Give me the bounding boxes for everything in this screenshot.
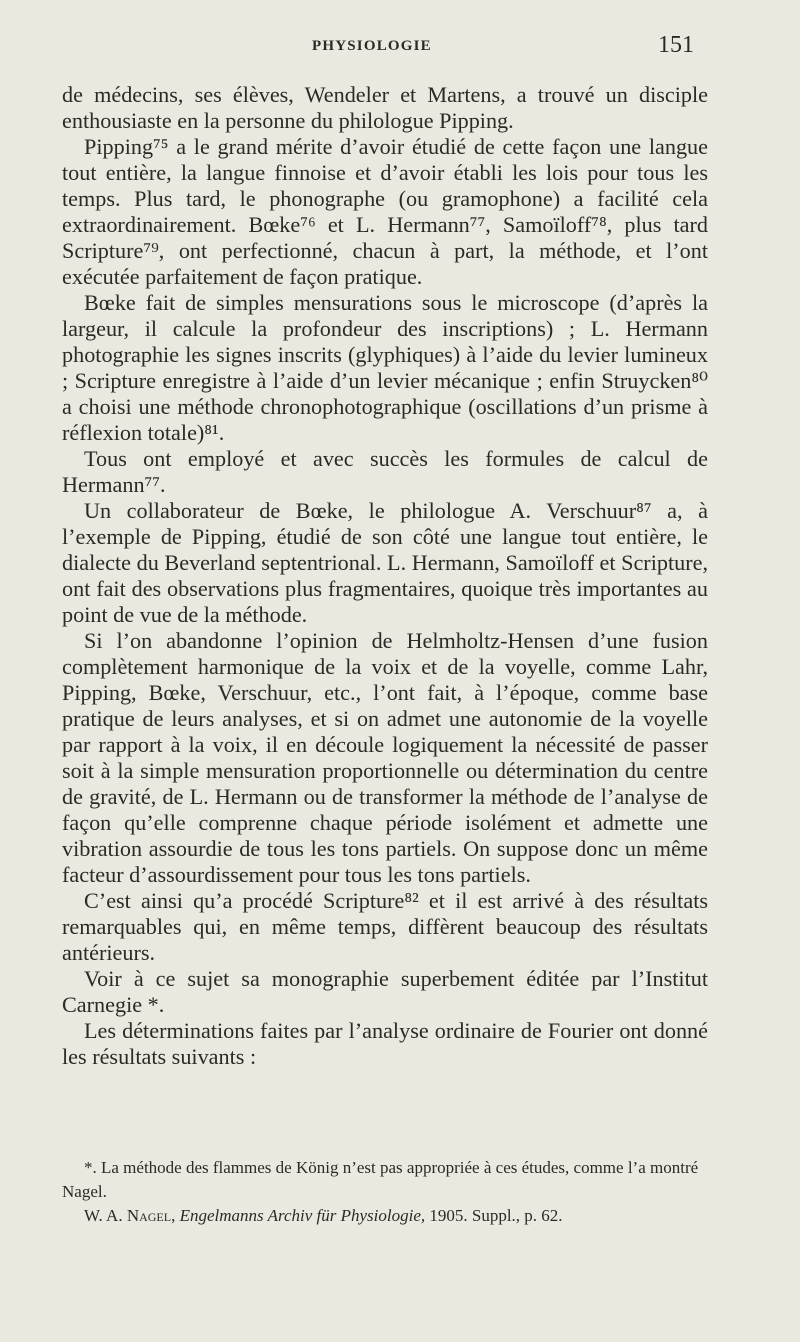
footnote-author: W. A. Nagel, xyxy=(84,1206,176,1225)
paragraph-9: Les déterminations faites par l’analyse ordinaire de Fourier ont donné les résultats suivants : xyxy=(62,1018,708,1069)
paragraph-5: Un collaborateur de Bœke, le philologue A. Verschuur⁸⁷ a, à l’exemple de Pipping, étudié de son côté une langue tout entière, le dialecte du Beverland septentrional. L. Hermann, Samoïloff et Scripture, ont fait des observations plus fragmentaires, quoique très importantes au point de vue de la méthode. xyxy=(62,498,708,627)
paragraph-4: Tous ont employé et avec succès les formules de calcul de Hermann⁷⁷. xyxy=(62,446,708,497)
body-text xyxy=(62,82,708,1070)
running-head xyxy=(0,32,800,62)
footnotes xyxy=(62,1156,712,1228)
paragraph-6: Si l’on abandonne l’opinion de Helmholtz-Hensen d’une fusion complètement harmonique de la voix et de la voyelle, comme Lahr, Pipping, Bœke, Verschuur, etc., l’ont fait, à l’époque, comme base pratique de leurs analyses, et si on admet une autonomie de la voyelle par rapport à la voix, il en découle logiquement la nécessité de passer soit à la simple mensuration proportionnelle ou détermination du centre de gravité, de L. Hermann ou de transformer la méthode de l’analyse de façon qu’elle comprenne chaque période isolément et admette une vibration assourdie de tous les tons partiels. On suppose donc un même facteur d’assourdissement pour tous les tons partiels. xyxy=(62,628,708,887)
footnote-reference: 1905. Suppl., p. 62. xyxy=(429,1206,563,1225)
paragraph-3: Bœke fait de simples mensurations sous le microscope (d’après la largeur, il calcule la profondeur des inscriptions) ; L. Hermann photographie les signes inscrits (glyphiques) à l’aide du levier lumineux ; Scripture enregistre à l’aide d’un levier mécanique ; enfin Struycken⁸⁰ a choisi une méthode chronophotographique (oscillations d’un prisme à réflexion totale)⁸¹. xyxy=(62,290,708,445)
footnote-journal: Engelmanns Archiv für Physiologie, xyxy=(179,1206,426,1225)
paragraph-2: Pipping⁷⁵ a le grand mérite d’avoir étudié de cette façon une langue tout entière, la langue finnoise et d’avoir établi les lois pour tous les temps. Plus tard, le phonographe (ou gramophone) a facilité cela extraordinairement. Bœke⁷⁶ et L. Hermann⁷⁷, Samoïloff⁷⁸, plus tard Scripture⁷⁹, ont perfectionné, chacun à part, la méthode, et l’ont exécutée parfaitement de façon pratique. xyxy=(62,134,708,289)
paragraph-1: de médecins, ses élèves, Wendeler et Martens, a trouvé un disciple enthousiaste en la personne du philologue Pipping. xyxy=(62,82,708,133)
footnote-1: *. La méthode des flammes de König n’est pas appropriée à ces études, comme l’a montré Nagel. xyxy=(62,1158,699,1201)
page-number: 151 xyxy=(658,32,694,58)
paragraph-7: C’est ainsi qu’a procédé Scripture⁸² et il est arrivé à des résultats remarquables qui, en même temps, diffèrent beaucoup des résultats antérieurs. xyxy=(62,888,708,965)
footnote-2 xyxy=(62,1204,712,1228)
paragraph-8: Voir à ce sujet sa monographie superbement éditée par l’Institut Carnegie *. xyxy=(62,966,708,1017)
running-title: PHYSIOLOGIE xyxy=(312,38,432,54)
